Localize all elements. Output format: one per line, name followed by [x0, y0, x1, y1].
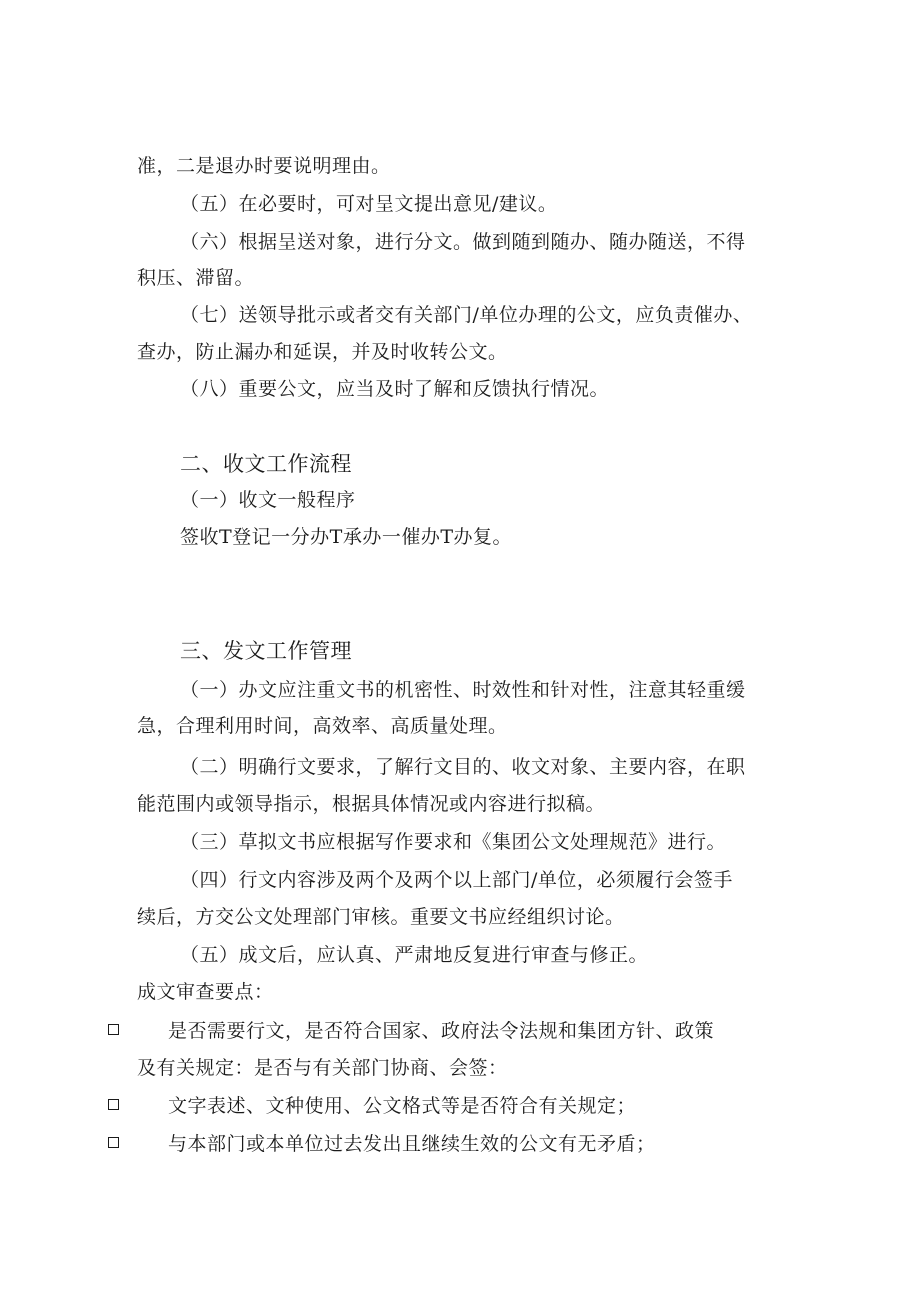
- list-item-5: （五）成文后，应认真、严肃地反复进行审查与修正。: [180, 944, 649, 966]
- list-item-6-line1: （六）根据呈送对象，进行分文。做到随到随办、随办随送，不得: [180, 231, 746, 253]
- list-item-2-line1: （二）明确行文要求，了解行文目的、收文对象、主要内容，在职: [180, 756, 746, 778]
- list-item-7-line1: （七）送领导批示或者交有关部门/单位办理的公文，应负责催办、: [180, 304, 753, 326]
- checklist-item-1-line1: 是否需要行文，是否符合国家、政府法令法规和集团方针、政策: [168, 1020, 715, 1042]
- list-item-4-line1: （四）行文内容涉及两个及两个以上部门/单位，必须履行会签手: [180, 869, 733, 891]
- list-item-7-line2: 查办，防止漏办和延误，并及时收转公文。: [137, 341, 508, 363]
- list-item-4-line2: 续后，方交公文处理部门审核。重要文书应经组织讨论。: [137, 906, 625, 928]
- list-item-1-line2: 急，合理利用时间，高效率、高质量处理。: [137, 715, 508, 737]
- section-heading-2: 二、收文工作流程: [180, 452, 352, 476]
- list-item-1-line1: （一）办文应注重文书的机密性、时效性和针对性，注意其轻重缓: [180, 679, 746, 701]
- list-item-6-line2: 积压、滞留。: [137, 267, 255, 289]
- checkbox-icon: [108, 1137, 119, 1148]
- checklist-item-3: 与本部门或本单位过去发出且继续生效的公文有无矛盾；: [168, 1133, 656, 1155]
- checklist-item-2: 文字表述、文种使用、公文格式等是否符合有关规定；: [168, 1095, 637, 1117]
- list-item-8: （八）重要公文，应当及时了解和反馈执行情况。: [180, 378, 610, 400]
- section-heading-3: 三、发文工作管理: [180, 639, 352, 663]
- process-flow: 签收T登记一分办T承办一催办T办复。: [180, 526, 513, 548]
- subsection-title: （一）收文一般程序: [180, 489, 356, 511]
- checklist-item-1-line2: 及有关规定：是否与有关部门协商、会签：: [137, 1057, 508, 1079]
- checkbox-icon: [108, 1024, 119, 1035]
- paragraph-line: 准，二是退办时要说明理由。: [137, 155, 391, 177]
- list-item-3: （三）草拟文书应根据写作要求和《集团公文处理规范》进行。: [180, 831, 727, 853]
- review-title: 成文审查要点：: [137, 981, 274, 1003]
- list-item-5: （五）在必要时，可对呈文提出意见/建议。: [180, 193, 558, 215]
- checkbox-icon: [108, 1099, 119, 1110]
- list-item-2-line2: 能范围内或领导指示，根据具体情况或内容进行拟稿。: [137, 793, 606, 815]
